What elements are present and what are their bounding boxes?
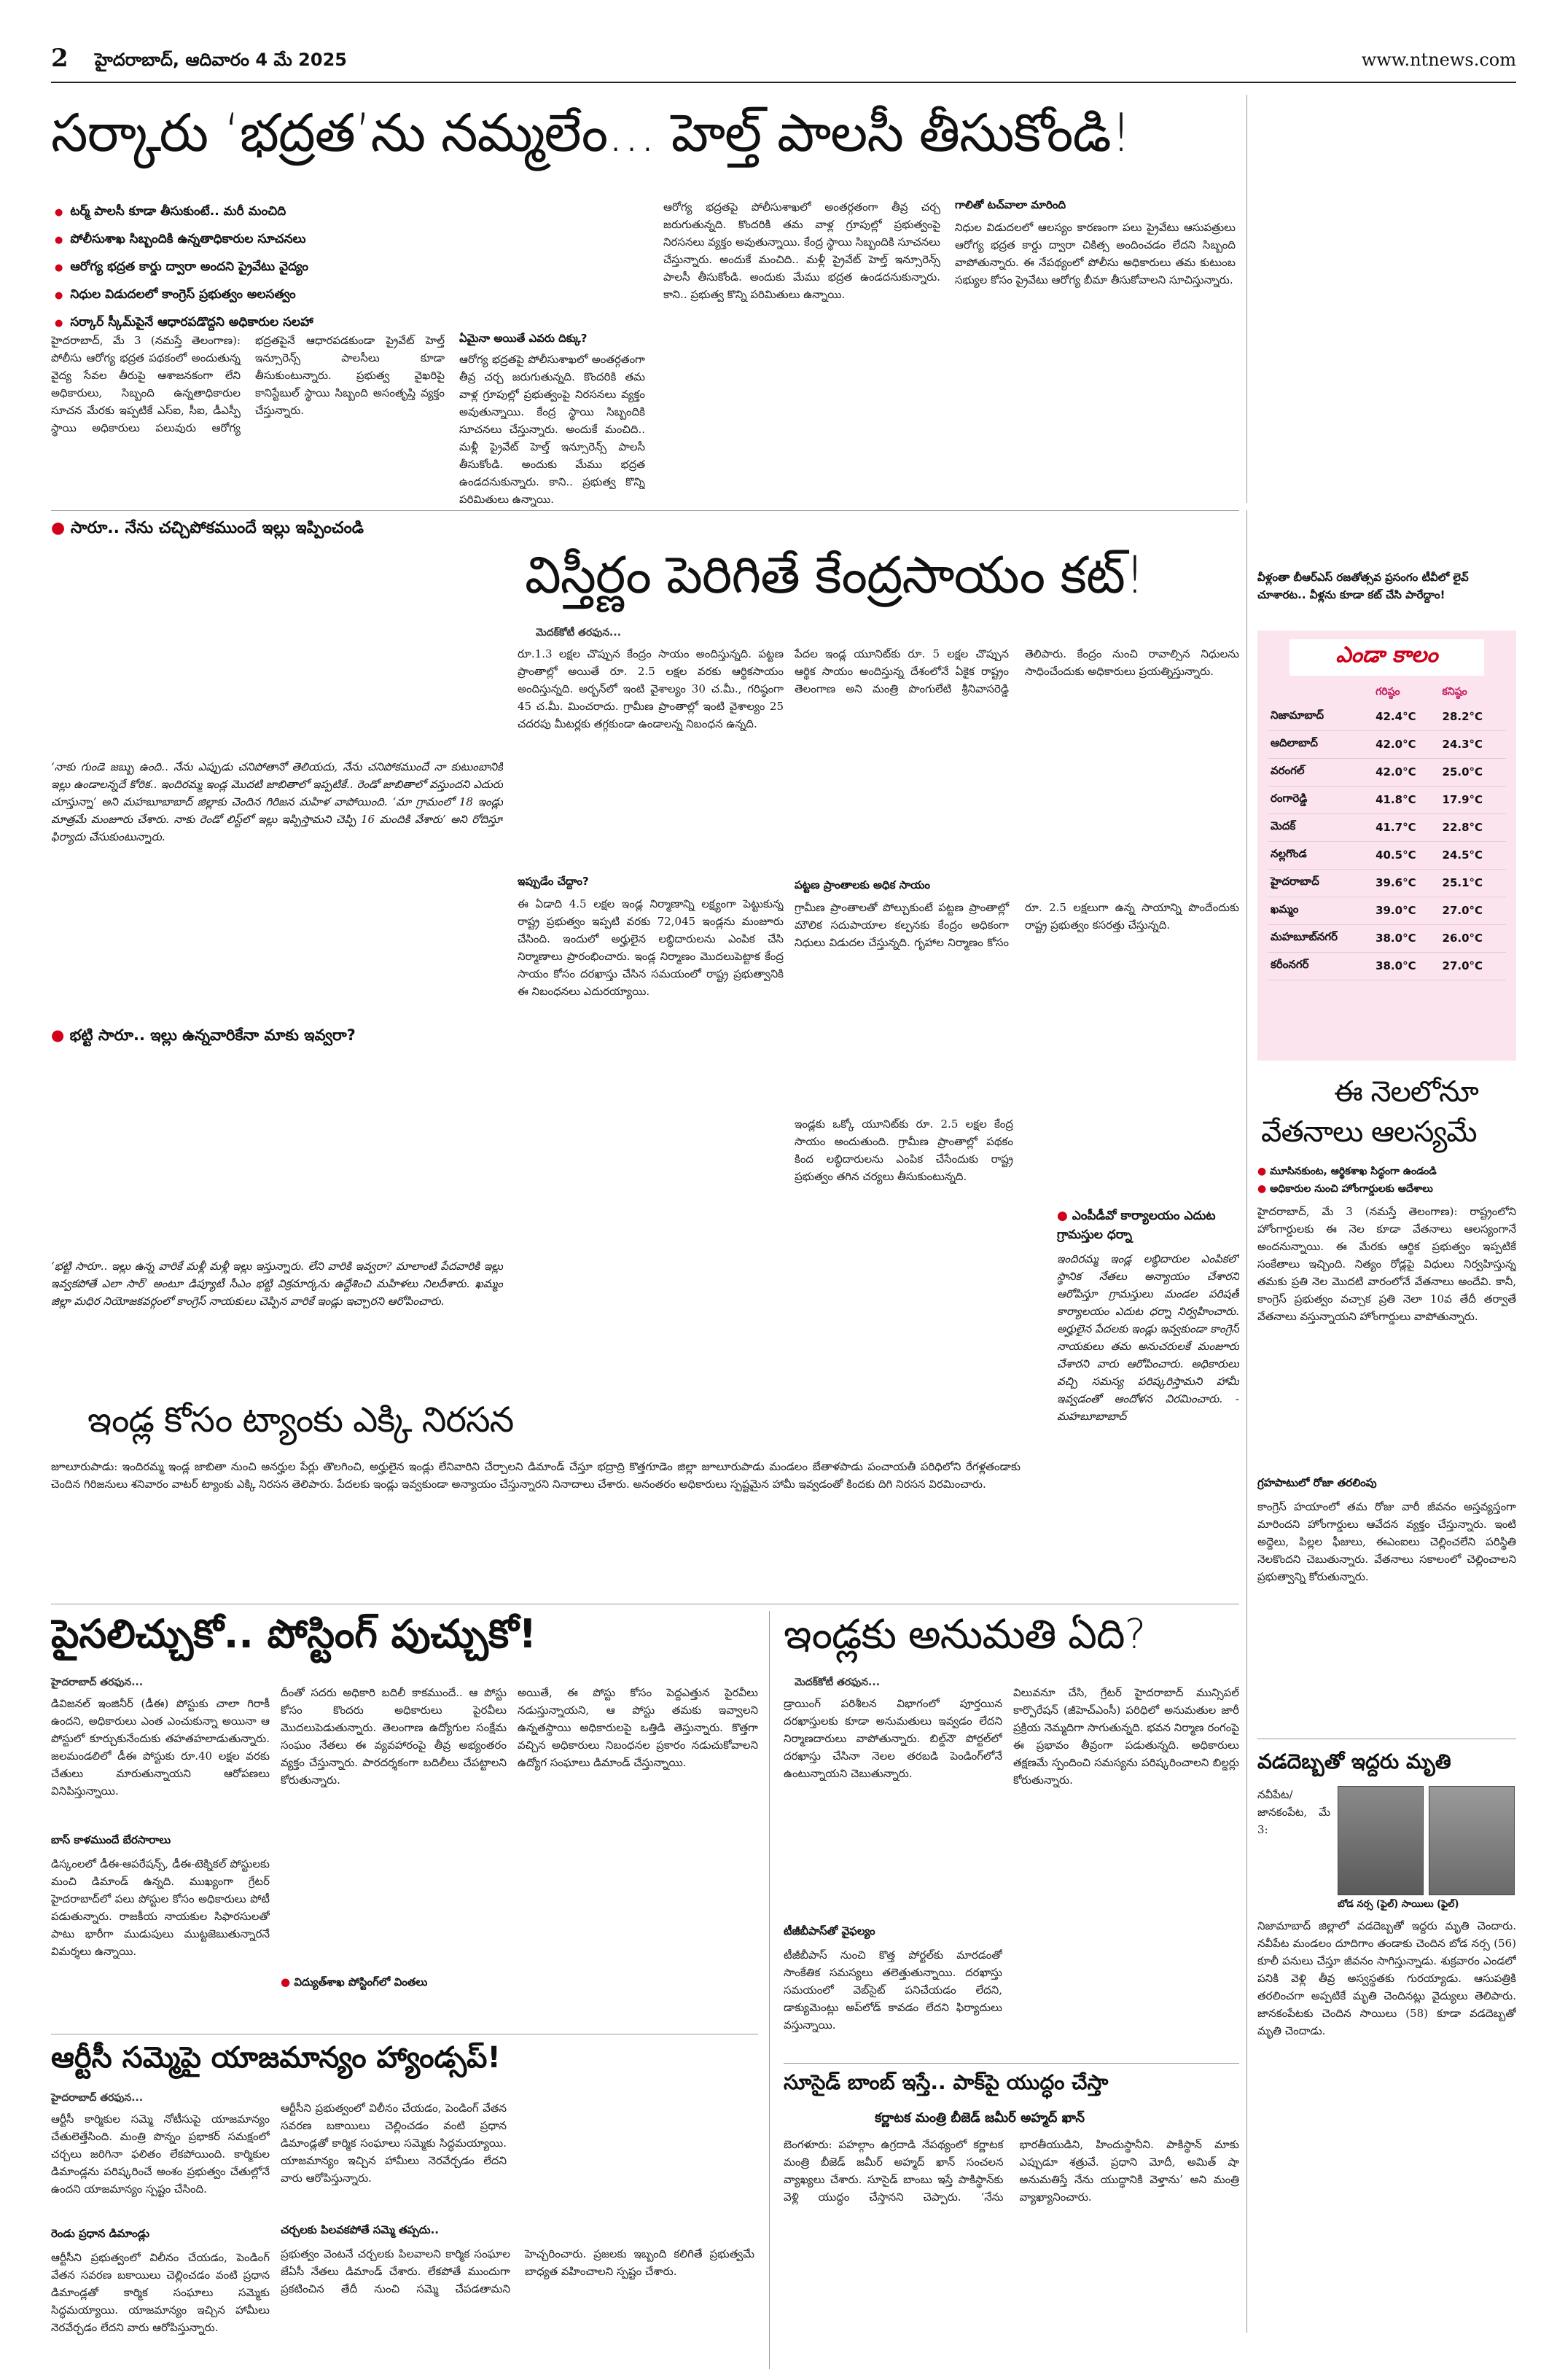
heatstroke-dateline: నవీపేట/జానకంపేట, మే 3: <box>1257 1788 1330 1836</box>
max-temp: 39.6°C <box>1373 869 1439 897</box>
salary-headline-2: వేతనాలు ఆలస్యమే <box>1261 1115 1477 1149</box>
permit-byline: మెదక్‌కోటీ తరఫున... <box>795 1677 881 1688</box>
max-temp: 40.5°C <box>1373 841 1439 869</box>
bhatti-kicker: ● భట్టి సారూ.. ఇల్లు ఉన్నవారికేనా మాకు ఇవ్వరా? <box>51 1026 356 1044</box>
max-temp: 42.4°C <box>1373 703 1439 730</box>
permit-body-3: విలువనూ చేసి, గ్రేటర్ హైదరాబాద్ మున్సిపల్ కార్పొరేషన్ (జీహెచ్ఎంసీ) పరిధిలో అనుమతుల జారీ ప్రక్రియ నెమ్మదిగా సాగుతున్నది. భవన నిర్మాణ రంగంపై ఈ ప్రభావం తీవ్రంగా పడుతున్నది. అధికారులు తక్షణమే స్పందించి సమస్యను పరిష్కరించాలని బిల్డర్లు కోరుతున్నారు. <box>1013 1686 1239 1787</box>
heatstroke-headline: వడదెబ్బతో ఇద్దరు మృతి <box>1257 1749 1451 1774</box>
federal-body-1: రూ.1.3 లక్షల చొప్పున కేంద్రం సాయం అందిస్తున్నది. పట్టణ ప్రాంతాల్లో అయితే రూ. 2.5 లక్షల వరకు ఆర్థికసాయం అందిస్తున్నది. అర్బన్‌లో ఇంటి వైశాల్యం 30 చ.మీ., గరిష్ఠంగా 45 చ.మీ. మించరాదు. గ్రామీణ ప్రాంతాల్లో ఇంటి వైశాల్యం 25 చదరపు మీటర్లకు తగ్గకుండా ఉండాలన్న నిబంధన ఉన్నది. <box>518 647 784 730</box>
salary-bullet-text: అధికారుల నుంచి హోంగార్డులకు ఆదేశాలు <box>1270 1183 1433 1195</box>
masthead <box>51 44 1516 79</box>
doctor-kicker-text: సారూ.. నేను చచ్చిపోకముందే ఇల్లు ఇప్పించండి <box>70 519 364 537</box>
salary-body-2: కాంగ్రెస్ హయాంలో తమ రోజు వారీ జీవనం అస్తవ్యస్తంగా మారిందని హోంగార్డులు ఆవేదన వ్యక్తం చేస్తున్నారు. ఇంటి అద్దెలు, పిల్లల ఫీజులు, ఈఎంఐలు చెల్లించలేని పరిస్థితి నెలకొందని చెబుతున్నారు. వేతనాలు సకాలంలో చెల్లించాలని ప్రభుత్వాన్ని కోరుతున్నారు. <box>1257 1500 1516 1583</box>
lead-subhead-2: గాలితో టచ్‌వాలా మారింది <box>955 198 1066 211</box>
federal-body-5: ఇండ్లకు ఒక్కో యూనిట్‌కు రూ. 2.5 లక్షల కేంద్ర సాయం అందుతుంది. గ్రామీణ ప్రాంతాల్లో పథకం కింద లబ్ధిదారులను ఎంపిక చేసేందుకు రాష్ట్ర ప్రభుత్వం తగిన చర్యలు తీసుకుంటున్నది. <box>795 1117 1013 1183</box>
permit-divider <box>769 1611 770 2369</box>
weather-row <box>1268 952 1506 980</box>
city: మహబూబ్‌నగర్ <box>1268 924 1373 952</box>
transfer-subhead-1: బాస్ కాళముందే బేరసారాలు <box>51 1833 171 1846</box>
weather-row <box>1268 758 1506 786</box>
city: నిజామాబాద్ <box>1268 703 1373 730</box>
lead-bullet: ● నిధుల విడుదలలో కాంగ్రెస్ ప్రభుత్వం అలసత్వం <box>55 281 295 309</box>
max-temp: 38.0°C <box>1373 952 1439 980</box>
rtc-body-3: ప్రభుత్వం వెంటనే చర్చలకు పిలవాలని కార్మిక సంఘాల జేఏసీ నేతలు డిమాండ్ చేశారు. లేకపోతే ముందుగా ప్రకటించిన తేదీ నుంచి సమ్మె చేపడతామని హెచ్చరించారు. ప్రజలకు ఇబ్బంది కలిగితే ప్రభుత్వమే బాధ్యత వహించాలని స్పష్టం చేశారు. <box>281 2247 754 2295</box>
website: www.ntnews.com <box>1361 50 1516 70</box>
rtc-subhead-1: రెండు ప్రధాన డిమాండ్లు <box>51 2227 150 2240</box>
rtc-headline: ఆర్టీసీ సమ్మెపై యాజమాన్యం హ్యాండ్సప్! <box>51 2041 501 2075</box>
city: వరంగల్ <box>1268 758 1373 786</box>
transfer-subhead-2: ● విద్యుత్‌శాఖ పోస్టింగ్‌లో వింతలు <box>281 1975 428 1989</box>
transfer-byline: హైదరాబాద్ తరఫున... <box>51 1677 144 1688</box>
max-temp: 42.0°C <box>1373 758 1439 786</box>
weather-row <box>1268 897 1506 924</box>
weather-row <box>1268 703 1506 730</box>
bhatti-quote: ‘భట్టి సారూ.. ఇల్లు ఉన్న వారికే మళ్లీ మళ్లీ ఇల్లు ఇస్తున్నారు. లేని వారికి ఇవ్వరా? మాలాంటి పేదవారికి ఇల్లు ఇవ్వకపోతే ఎలా సార్’ అంటూ డిప్యూటీ సీఎం భట్టి విక్రమార్కను ఉద్దేశించి మహిళలు నిలదీశారు. ఖమ్మం జిల్లా మధిర నియోజకవర్గంలో కాంగ్రెస్ నాయకులు చెప్పిన వారికే ఇండ్లు ఇచ్చారని ఆరోపించారు. <box>51 1260 503 1308</box>
dateline: హైదరాబాద్, ఆదివారం 4 మే 2025 <box>95 50 347 70</box>
lead-bullet: ● ఆరోగ్య భద్రత కార్డు ద్వారా అందని ప్రైవేటు వైద్యం <box>55 254 295 281</box>
bomb-body: బెంగళూరు: పహల్గాం ఉగ్రదాడి నేపథ్యంలో కర్ణాటక మంత్రి బీజెడ్ జమీర్ అహ్మద్ ఖాన్ సంచలన వ్యాఖ్యలు చేశారు. సూసైడ్ బాంబు ఇస్తే పాకిస్థాన్‌కు వెళ్లి యుద్ధం చేస్తానని చెప్పారు. ‘నేను భారతీయుడిని, హిందుస్థానీని. పాకిస్థాన్ మాకు ఎప్పుడూ శత్రువే. ప్రధాని మోదీ, అమిత్ షా అనుమతిస్తే నేను యుద్ధానికి వెళ్తాను’ అని మంత్రి వ్యాఖ్యానించారు. <box>784 2138 1239 2204</box>
transfer-body-3: దీంతో సదరు అధికారి బదిలీ కాకముందే.. ఆ పోస్టు కోసం కొందరు అధికారులు పైరవీలు మొదలుపెడుతున్నారు. తెలంగాణ ఉద్యోగుల సంక్షేమ సంఘం నేతలు ఈ వ్యవహారంపై తీవ్ర అభ్యంతరం వ్యక్తం చేస్తున్నారు. పారదర్శకంగా బదిలీలు చేపట్టాలని కోరుతున్నారు. <box>281 1686 507 1787</box>
weather-col-min: కనిష్ఠం <box>1442 686 1467 698</box>
transfer-body-2: డిస్కంలలో డీఈ-ఆపరేషన్స్, డీఈ-టెక్నికల్ పోస్టులకు మంచి డిమాండ్ ఉన్నది. ముఖ్యంగా గ్రేటర్ హైదరాబాద్‌లో పలు పోస్టుల కోసం అధికారులు పోటీ పడుతున్నారు. రాజకీయ నాయకుల సిఫారసులతో పాటు భారీగా ముడుపులు ముట్టజెబుతున్నారనే విమర్శలు ఉన్నాయి. <box>51 1857 270 1958</box>
heatstroke-caption: బోడ నర్స (ఫైల్) సాయిలు (ఫైల్) <box>1338 1899 1459 1910</box>
min-temp: 26.0°C <box>1440 924 1506 952</box>
lead-subhead-1: ఏమైనా అయితే ఎవరు దిక్కు? <box>459 332 588 345</box>
city: నల్లగొండ <box>1268 841 1373 869</box>
permit-headline: ఇండ్లకు అనుమతి ఏది? <box>784 1611 1146 1658</box>
lead-col-2 <box>459 332 645 507</box>
federal-col-1b <box>518 875 784 1239</box>
permit-body-1: డ్రాయింగ్ పరిశీలన విభాగంలో పూర్తయిన దరఖాస్తులకు కూడా అనుమతులు ఇవ్వడం లేదని నిర్మాణదారులు వాపోతున్నారు. బిల్డ్‌నౌ పోర్టల్‌లో దరఖాస్తు చేసినా నెలల తరబడి పెండింగ్‌లోనే ఉంటున్నాయని చెబుతున్నారు. <box>784 1697 1002 1780</box>
weather-table <box>1268 683 1506 980</box>
city: రంగారెడ్డి <box>1268 786 1373 814</box>
tank-body: జూలూరుపాడు: ఇందిరమ్మ ఇండ్ల జాబితా నుంచి అనర్హుల పేర్లు తొలగించి, అర్హులైన ఇండ్లు లేనివారిని చేర్చాలని డిమాండ్ చేస్తూ భద్రాద్రి కొత్తగూడెం జిల్లా జూలూరుపాడు మండలం బేతాళపాడు పంచాయతీ పరిధిలోని రేగళ్లతండాకు చెందిన గిరిజనులు శనివారం వాటర్ ట్యాంకు ఎక్కి నిరసన తెలిపారు. పేదలకు ఇండ్లు ఇవ్వకుండా అన్యాయం చేస్తున్నారని నినాదాలు చేశారు. అనంతరం అధికారులు స్పష్టమైన హామీ ఇవ్వడంతో కిందకు దిగి నిరసన విరమించారు. <box>51 1460 1021 1491</box>
max-temp: 42.0°C <box>1373 730 1439 758</box>
salary-bullet: ● మూసినకుంట, ఆర్థికశాఖ సిద్ధంగా ఉండండి <box>1257 1166 1437 1177</box>
heatstroke-photo-2 <box>1429 1786 1515 1895</box>
bomb-kicker: కర్ణాటక మంత్రి బీజెడ్ జమీర్ అహ్మద్ ఖాన్ <box>875 2110 1085 2126</box>
weather-box <box>1257 631 1516 1061</box>
salary-subhead: గ్రహపాటులో రోజా తరలింపు <box>1257 1476 1377 1489</box>
heatstroke-photo-1 <box>1338 1786 1424 1895</box>
lead-body-1: హైదరాబాద్, మే 3 (నమస్తే తెలంగాణ): పోలీసు ఆరోగ్య భద్రత పథకంలో అందుతున్న వైద్య సేవల తీరుపై ఆశాజనకంగా లేని అధికారులు, సిబ్బంది ఉన్నతాధికారుల సూచన మేరకు ఇప్పటికే ఎస్‌ఐ, సీఐ, డీఎస్పీ స్థాయి అధికారులు పలువురు ఆరోగ్య భద్రతపైనే ఆధారపడకుండా ప్రైవేట్ హెల్త్ ఇన్సూరెన్స్ పాలసీలు కూడా తీసుకుంటున్నారు. ప్రభుత్వ వైఖరిపై కానిస్టేబుల్ స్థాయి సిబ్బంది అసంతృప్తి వ్యక్తం చేస్తున్నారు. <box>51 334 445 434</box>
lead-bullet: ● సర్కార్ స్కీమ్‌పైనే ఆధారపడొద్దని అధికారుల సలహా <box>55 309 295 337</box>
transfer-body-1: డివిజనల్ ఇంజినీర్ (డీఈ) పోస్టుకు చాలా గిరాకీ ఉందని, అధికారులు ఎంత ఎంచుకున్నా అయినా ఆ పోస్టులో కూర్చుకునేందుకు తహతహలాడుతున్నారు. జలమండలిలో డీఈ పోస్టుకు రూ.40 లక్షల వరకు చేతులు మారుతున్నాయని ఆరోపణలు వినిపిస్తున్నాయి. <box>51 1697 270 1798</box>
mpdo-kicker-text: ఎంపీడీవో కార్యాలయం ఎదుట గ్రామస్తుల ధర్నా <box>1057 1209 1216 1242</box>
city: కరీంనగర్ <box>1268 952 1373 980</box>
max-temp: 39.0°C <box>1373 897 1439 924</box>
masthead-rule <box>51 82 1516 83</box>
transfer-body-4: అయితే, ఈ పోస్టు కోసం పెద్దఎత్తున పైరవీలు నడుస్తున్నాయని, ఆ పోస్టు తమకు ఇవ్వాలని ఉన్నతస్థాయి అధికారులపై ఒత్తిడి తెస్తున్నారు. కొత్తగా వచ్చిన అధికారులు నిబంధనల ప్రకారం నడుచుకోవాలని ఉద్యోగ సంఘాలు డిమాండ్ చేస్తున్నాయి. <box>518 1686 758 1769</box>
bomb-headline: సూసైడ్ బాంబ్ ఇస్తే.. పాక్‌పై యుద్ధం చేస్తా <box>784 2070 1109 2094</box>
salary-body: హైదరాబాద్, మే 3 (నమస్తే తెలంగాణ): రాష్ట్రంలోని హోంగార్డులకు ఈ నెల కూడా వేతనాలు ఆలస్యంగానే అందనున్నాయి. ఈ మేరకు ఆర్థిక ప్రభుత్వం ఇప్పటికే సంకేతాలు ఇచ్చింది. నిత్యం రోడ్లపై విధులు నిర్వహిస్తున్న తమకు ప్రతి నెల మొదటి వారంలోనే వేతనాలు అందేవి. కానీ, కాంగ్రెస్ ప్రభుత్వం వచ్చాక ప్రతి నెలా 10వ తేదీ తర్వాతే వేతనాలు వస్తున్నాయని హోంగార్డులు వాపోతున్నారు. <box>1257 1205 1516 1323</box>
salary-bullets <box>1257 1163 1516 1198</box>
city: మెదక్ <box>1268 814 1373 841</box>
doctor-quote: ‘నాకు గుండె జబ్బు ఉంది.. నేను ఎప్పుడు చనిపోతానో తెలియదు, నేను చనిపోకముందే నా కుటుంబానికి ఇల్లు ఉండాలన్నదే కోరిక.. ఇందిరమ్మ ఇండ్ల మొదటి జాబితాలో ఇప్పటికే.. రెండో జాబితాలో వస్తుందని ఎదురు చూస్తున్నా’ అని మహబూబాబాద్ జిల్లాకు చెందిన గిరిజన మహిళ వాపోయింది. ‘మా గ్రామంలో 18 ఇండ్లు మాత్రమే మంజూరు చేశారు. నాకు రెండో లిస్ట్‌లో ఇల్లు ఇప్పిస్తామని చెప్పి 16 మందికి వేశారు’ అని రోదిస్తూ ఫిర్యాదు చేసుకుంటున్నారు. <box>51 760 503 843</box>
weather-row <box>1268 730 1506 758</box>
federal-body-3: పేదల ఇండ్ల యూనిట్‌కు రూ. 5 లక్షల చొప్పున ఆర్థిక సాయం అందిస్తున్న దేశంలోనే ఏకైక రాష్ట్రం తెలంగాణ అని మంత్రి పొంగులేటి శ్రీనివాసరెడ్డి తెలిపారు. కేంద్రం నుంచి రావాల్సిన నిధులను సాధించేందుకు అధికారులు ప్రయత్నిస్తున్నారు. <box>795 647 1239 695</box>
weather-promo <box>1257 569 1516 612</box>
rtc-body: ఆర్టీసీ కార్మికుల సమ్మె నోటీసుపై యాజమాన్యం చేతులెత్తేసింది. మంత్రి పొన్నం ప్రభాకర్ సమక్షంలో చర్చలు జరిగినా ఫలితం లేకపోయింది. కార్మికుల డిమాండ్లను పరిష్కరించే అంశం ప్రభుత్వం చేతుల్లోనే ఉందని యాజమాన్యం స్పష్టం చేసింది. <box>51 2112 270 2196</box>
rtc-byline: హైదరాబాద్ తరఫున... <box>51 2092 144 2104</box>
page-number: 2 <box>51 44 69 73</box>
lead-body-2b: ఆరోగ్య భద్రతపై పోలీసుశాఖలో అంతర్గతంగా తీవ్ర చర్చ జరుగుతున్నది. కొందరికి తమ వాళ్ల గ్రూపుల్లో ప్రభుత్వంపై నిరసనలు వ్యక్తం అవుతున్నాయి. కేంద్ర స్థాయి సిబ్బందికి సూచనలు చేస్తున్నారు. అందుకే మంచిది.. మళ్లీ ప్రైవేట్ హెల్త్ ఇన్సూరెన్స్ పాలసీ తీసుకోండి. అందుకు మేము భద్రత ఉండదనుకున్నారు. కాని.. ప్రభుత్వ కొన్ని పరిమితులు ఉన్నాయి. <box>663 200 940 301</box>
federal-byline: మెదక్‌కోటీ తరఫున... <box>536 627 622 639</box>
mpdo-kicker: ● ఎంపీడీవో కార్యాలయం ఎదుట గ్రామస్తుల ధర్నా <box>1057 1209 1216 1242</box>
transfer-headline: పైసలిచ్చుకో.. పోస్టింగ్ పుచ్చుకో! <box>51 1611 537 1657</box>
rtc-body-2b: ఆర్టీసీని ప్రభుత్వంలో విలీనం చేయడం, పెండింగ్ వేతన సవరణ బకాయిలు చెల్లించడం వంటి ప్రధాన డిమాండ్లతో కార్మిక సంఘాలు సమ్మెకు సిద్ధమయ్యాయి. యాజమాన్యం ఇచ్చిన హామీలు నెరవేర్చడం లేదని వారు ఆరోపిస్తున్నారు. <box>281 2102 507 2185</box>
min-temp: 22.8°C <box>1440 814 1506 841</box>
federal-body-2: ఈ ఏడాది 4.5 లక్షల ఇండ్ల నిర్మాణాన్ని లక్ష్యంగా పెట్టుకున్న రాష్ట్ర ప్రభుత్వం ఇప్పటి వరకు 72,045 ఇండ్లను మంజూరు చేసింది. ఇందులో అర్హులైన లబ్ధిదారులను ఎంపిక చేసి నిర్మాణాలు ప్రారంభించారు. ఇండ్ల నిర్మాణం మొదలుపెట్టాక కేంద్ర సాయం కోసం దరఖాస్తు చేసిన సమయంలో రాష్ట్ర ప్రభుత్వానికి ఈ నిబంధనలు ఎదురయ్యాయి. <box>518 897 784 998</box>
min-temp: 25.1°C <box>1440 869 1506 897</box>
max-temp: 41.8°C <box>1373 786 1439 814</box>
min-temp: 25.0°C <box>1440 758 1506 786</box>
weather-row <box>1268 841 1506 869</box>
federal-subhead-1: ఇప్పుడేం చేద్దాం? <box>518 875 589 888</box>
lead-bullet: ● పోలీసుశాఖ సిబ్బందికి ఉన్నతాధికారుల సూచనలు <box>55 226 295 254</box>
bhatti-kicker-text: భట్టి సారూ.. ఇల్లు ఉన్నవారికేనా మాకు ఇవ్వరా? <box>69 1026 356 1044</box>
lead-body-2: ఆరోగ్య భద్రతపై పోలీసుశాఖలో అంతర్గతంగా తీవ్ర చర్చ జరుగుతున్నది. కొందరికి తమ వాళ్ల గ్రూపుల్లో ప్రభుత్వంపై నిరసనలు వ్యక్తం అవుతున్నాయి. కేంద్ర స్థాయి సిబ్బందికి సూచనలు చేస్తున్నారు. అందుకే మంచిది.. మళ్లీ ప్రైవేట్ హెల్త్ ఇన్సూరెన్స్ పాలసీ తీసుకోండి. అందుకు మేము భద్రత ఉండదనుకున్నారు. కాని.. ప్రభుత్వ కొన్ని పరిమితులు ఉన్నాయి. <box>459 353 645 506</box>
salary-bullet-text: మూసినకుంట, ఆర్థికశాఖ సిద్ధంగా ఉండండి <box>1270 1166 1437 1177</box>
rtc-body-2: ఆర్టీసీని ప్రభుత్వంలో విలీనం చేయడం, పెండింగ్ వేతన సవరణ బకాయిలు చెల్లించడం వంటి ప్రధాన డిమాండ్లతో కార్మిక సంఘాలు సమ్మెకు సిద్ధమయ్యాయి. యాజమాన్యం ఇచ్చిన హామీలు నెరవేర్చడం లేదని వారు ఆరోపిస్తున్నారు. <box>51 2251 270 2334</box>
heatstroke-body: నిజామాబాద్ జిల్లాలో వడదెబ్బతో ఇద్దరు మృతి చెందారు. నవీపేట మండలం దూదిగాం తండాకు చెందిన బోడ నర్స (56) కూలీ పనులు చేస్తూ జీవనం సాగిస్తున్నాడు. శుక్రవారం ఎండలో పనికి వెళ్లి తీవ్ర అస్వస్థతకు గురయ్యాడు. ఆసుపత్రికి తరలించగా అప్పటికే మృతి చెందినట్లు వైద్యులు తెలిపారు. జానకంపేటకు చెందిన సాయిలు (58) కూడా వడదెబ్బతో మృతి చెందాడు. <box>1257 1919 1516 2037</box>
weather-row <box>1268 924 1506 952</box>
lead-bullet: ● టర్మ్ పాలసీ కూడా తీసుకుంటే.. మరీ మంచిది <box>55 198 295 226</box>
lead-bullets <box>55 198 313 337</box>
weather-promo-text: వీళ్లంతా బీఆర్ఎస్ రజతోత్సవ ప్రసంగం టీవీలో లైవ్ చూశారట.. వీళ్లను కూడా కట్ చేసి పారేద్దాం! <box>1257 571 1469 601</box>
city: హైదరాబాద్ <box>1268 869 1373 897</box>
city: ఖమ్మం <box>1268 897 1373 924</box>
lead-body-3: నిధుల విడుదలలో ఆలస్యం కారణంగా పలు ప్రైవేటు ఆసుపత్రులు ఆరోగ్య భద్రత కార్డు ద్వారా చికిత్స అందించడం లేదని సిబ్బంది వాపోతున్నారు. ఈ నేపథ్యంలో పోలీసు అధికారులు తమ కుటుంబ సభ్యుల కోసం ప్రైవేటు ఆరోగ్య బీమా తీసుకోవాలని సూచిస్తున్నారు. <box>955 221 1236 286</box>
bomb-rule <box>784 2063 1239 2064</box>
permit-body-2: టీజీబీపాస్ నుంచి కొత్త పోర్టల్‌కు మారడంతో సాంకేతిక సమస్యలు తలెత్తుతున్నాయి. దరఖాస్తు సమయంలో వెబ్‌సైట్ పనిచేయడం లేదని, డాక్యుమెంట్లు అప్‌లోడ్ కావడం లేదని ఫిర్యాదులు వస్తున్నాయి. <box>784 1948 1002 2032</box>
right-col-divider <box>1246 510 1247 2333</box>
rtc-subhead-2: చర్చలకు పిలవకపోతే సమ్మె తప్పదు.. <box>281 2223 440 2236</box>
tank-headline: ఇండ్ల కోసం ట్యాంకు ఎక్కి నిరసన <box>87 1400 514 1440</box>
mpdo-box <box>1057 1206 1239 1585</box>
min-temp: 24.5°C <box>1440 841 1506 869</box>
permit-subhead: టీజీబీపాస్‌తో వైఫల్యం <box>784 1924 875 1938</box>
salary-headline-1: ఈ నెలలోనూ <box>1334 1075 1478 1109</box>
weather-title: ఎండా కాలం <box>1289 639 1484 676</box>
min-temp: 17.9°C <box>1440 786 1506 814</box>
weather-row <box>1268 786 1506 814</box>
weather-row <box>1268 814 1506 841</box>
lead-divider <box>1246 95 1247 503</box>
salary-bullet: ● అధికారుల నుంచి హోంగార్డులకు ఆదేశాలు <box>1257 1183 1433 1195</box>
city: ఆదిలాబాద్ <box>1268 730 1373 758</box>
federal-body-4: గ్రామీణ ప్రాంతాలతో పోల్చుకుంటే పట్టణ ప్రాంతాల్లో మౌలిక సదుపాయాల కల్పనకు కేంద్రం అధికంగా నిధులు విడుదల చేస్తున్నది. గృహాల నిర్మాణం కోసం రూ. 2.5 లక్షలుగా ఉన్న సాయాన్ని పొందేందుకు రాష్ట్ర ప్రభుత్వం కసరత్తు చేస్తున్నది. <box>795 901 1239 949</box>
lead-headline: సర్కారు ‘భద్రత’ను నమ్మలేం... హెల్త్ పాలసీ తీసుకోండి! <box>51 102 1131 163</box>
min-temp: 28.2°C <box>1440 703 1506 730</box>
min-temp: 27.0°C <box>1440 952 1506 980</box>
lead-col-4 <box>955 198 1236 504</box>
max-temp: 38.0°C <box>1373 924 1439 952</box>
weather-row <box>1268 869 1506 897</box>
transfer-subhead-2-text: విద్యుత్‌శాఖ పోస్టింగ్‌లో వింతలు <box>294 1975 428 1989</box>
section-rule <box>51 510 1239 511</box>
mpdo-body: ఇందిరమ్మ ఇండ్ల లబ్ధిదారుల ఎంపికలో స్థానిక నేతలు అన్యాయం చేశారని ఆరోపిస్తూ గ్రామస్తులు మండల పరిషత్ కార్యాలయం ఎదుట ధర్నా నిర్వహించారు. అర్హులైన పేదలకు ఇండ్లు ఇవ్వకుండా కాంగ్రెస్ నాయకులు తమ అనుచరులకే మంజూరు చేశారని వారు ఆరోపించారు. అధికారులు వచ్చి సమస్య పరిష్కరిస్తామని హామీ ఇవ్వడంతో ఆందోళన విరమించారు. - మహబూబాబాద్ <box>1057 1252 1239 1423</box>
min-temp: 24.3°C <box>1440 730 1506 758</box>
federal-subhead-2: పట్టణ ప్రాంతాలకు అధిక సాయం <box>795 878 931 891</box>
max-temp: 41.7°C <box>1373 814 1439 841</box>
weather-col-max: గరిష్ఠం <box>1375 686 1400 698</box>
federal-headline: విస్తీర్ణం పెరిగితే కేంద్రసాయం కట్! <box>525 545 1144 605</box>
doctor-kicker: ● సారూ.. నేను చచ్చిపోకముందే ఇల్లు ఇప్పించండి <box>51 519 364 537</box>
min-temp: 27.0°C <box>1440 897 1506 924</box>
